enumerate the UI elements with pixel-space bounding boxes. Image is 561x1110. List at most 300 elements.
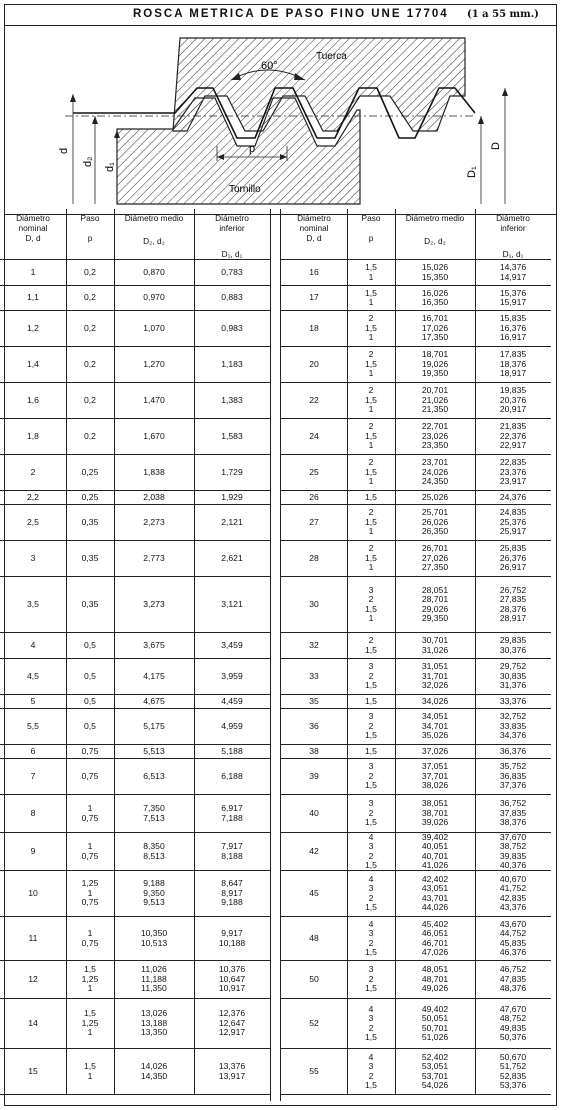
cell-value: 2,038 [143,491,165,502]
cell-mean-diameter [114,795,194,832]
cell-value: 22,917 [499,440,527,451]
cell-value: 32,026 [421,680,449,691]
cell-value: 50,051 [421,1013,449,1024]
cell-value: 21,835 [499,421,527,432]
cell-nominal-diameter [0,745,66,758]
cell-value: 3 [368,1061,374,1072]
table-row [281,505,551,541]
cell-pitch [347,759,395,794]
cell-value: 54,026 [421,1079,449,1090]
cell-value: 35,026 [421,730,449,741]
cell-nominal-diameter [0,795,66,832]
cell-pitch [66,491,114,504]
cell-mean-diameter [114,999,194,1048]
cell-nominal-diameter [281,999,347,1048]
cell-inner-diameter [194,286,270,310]
cell-pitch [347,745,395,758]
cell-mean-diameter [395,491,475,504]
cell-value: 1,5 [365,859,377,870]
header-inner-diameter: Diámetro inferior [496,213,530,233]
cell-value: 7,188 [221,812,243,823]
cell-mean-diameter [114,286,194,310]
table-row [281,260,551,286]
cell-nominal-diameter [281,1049,347,1094]
cell-value: 29,752 [499,661,527,672]
cell-inner-diameter [475,383,551,418]
cell-inner-diameter [475,577,551,632]
cell-value: 3 [368,1013,374,1024]
cell-nominal-diameter [0,999,66,1048]
cell-pitch [347,541,395,576]
cell-value: 24 [309,430,319,441]
cell-value: 16 [309,266,319,277]
cell-pitch [347,491,395,504]
cell-value: 51,752 [499,1061,527,1072]
cell-value: 30 [309,598,319,609]
cell-value: 12,647 [218,1017,246,1028]
cell-value: 40 [309,807,319,818]
cell-mean-diameter [395,1049,475,1094]
cell-value: 13,376 [218,1061,246,1072]
cell-value: 1,383 [221,394,243,405]
cell-value: 15 [28,1065,38,1076]
cell-inner-diameter [475,695,551,708]
cell-value: 0,75 [81,897,99,908]
cell-value: 4,175 [143,670,165,681]
cell-value: 1,5 [365,680,377,691]
cell-pitch [347,260,395,285]
cell-nominal-diameter [0,347,66,382]
cell-value: 1,5 [365,491,377,502]
cell-value: 2 [368,937,374,948]
cell-value: 26,917 [499,562,527,573]
cell-nominal-diameter [0,659,66,694]
cell-value: 39,026 [421,817,449,828]
cell-value: 1 [368,526,374,537]
cell-mean-diameter [114,260,194,285]
cell-value: 5,5 [27,720,39,731]
cell-pitch [66,745,114,758]
cell-inner-diameter [194,833,270,870]
cell-value: 2 [368,1070,374,1081]
cell-nominal-diameter [281,659,347,694]
table-row [281,286,551,311]
cell-value: 8,513 [143,850,165,861]
cell-pitch [66,455,114,490]
cell-pitch [66,961,114,998]
cell-value: 16,701 [421,313,449,324]
cell-nominal-diameter [281,871,347,916]
cell-nominal-diameter [281,633,347,658]
cell-inner-diameter [475,455,551,490]
cell-value: 0,2 [84,292,96,303]
cell-inner-diameter [194,383,270,418]
cell-pitch [347,347,395,382]
cell-value: 0,35 [81,516,99,527]
cell-value: 14,350 [140,1070,168,1081]
cell-value: 9,188 [143,878,165,889]
cell-value: 2 [368,1022,374,1033]
cell-inner-diameter [194,999,270,1048]
cell-value: 10,188 [218,937,246,948]
table-row [0,383,270,419]
header-nominal-diameter: Diámetro nominal D, d [297,213,331,243]
table-row [0,795,270,833]
cell-value: 28,376 [499,603,527,614]
cell-value: 22,835 [499,457,527,468]
table-row [281,633,551,659]
table-row [281,833,551,871]
cell-mean-diameter [395,311,475,346]
cell-value: 53,376 [499,1079,527,1090]
cell-value: 25,835 [499,543,527,554]
cell-value: 52,402 [421,1051,449,1062]
cell-value: 0,25 [81,491,99,502]
cell-pitch [66,541,114,576]
cell-value: 24,026 [421,466,449,477]
cell-value: 36,835 [499,770,527,781]
cell-pitch [66,833,114,870]
cell-inner-diameter [194,871,270,916]
cell-inner-diameter [194,695,270,708]
cell-value: 15,835 [499,313,527,324]
cell-value: 34,376 [499,730,527,741]
cell-value: 33,376 [499,695,527,706]
cell-value: 31,701 [421,670,449,681]
cell-pitch [66,795,114,832]
cell-value: 1 [368,562,374,573]
cell-value: 0,75 [81,937,99,948]
cell-value: 25,917 [499,526,527,537]
cell-value: 1,25 [81,878,99,889]
cell-value: 42,835 [499,892,527,903]
cell-value: 1 [87,841,93,852]
cell-value: 3 [368,964,374,975]
cell-value: 27 [309,516,319,527]
cell-value: 37,376 [499,780,527,791]
cell-value: 2 [368,313,374,324]
cell-pitch [347,633,395,658]
cell-value: 1 [368,612,374,623]
cell-value: 1,25 [81,1017,99,1028]
cell-value: 8,917 [221,887,243,898]
cell-value: 15,350 [421,271,449,282]
cell-value: 40,701 [421,850,449,861]
cell-value: 48,051 [421,964,449,975]
cell-value: 4,675 [143,695,165,706]
cell-mean-diameter [395,833,475,870]
table-row [0,260,270,286]
cell-value: 2 [368,635,374,646]
cell-value: 37,701 [421,770,449,781]
cell-value: 9,513 [143,897,165,908]
cell-pitch [347,419,395,454]
cell-value: 12,376 [218,1008,246,1019]
cell-mean-diameter [114,577,194,632]
cell-value: 9,350 [143,887,165,898]
cell-mean-diameter [114,917,194,960]
dim-D1: D₁ [466,166,478,178]
table-header [281,209,551,260]
cell-value: 48,701 [421,973,449,984]
header-mean-symbol: D₂, d₂ [424,236,446,246]
cell-pitch [66,695,114,708]
table-header [0,209,270,260]
table-row [0,871,270,917]
cell-value: 0,983 [221,322,243,333]
column-divider [114,209,115,1094]
cell-value: 2 [30,466,36,477]
cell-pitch [66,505,114,540]
cell-mean-diameter [114,961,194,998]
cell-value: 4 [368,873,374,884]
cell-inner-diameter [194,709,270,744]
cell-mean-diameter [114,505,194,540]
cell-mean-diameter [395,419,475,454]
cell-value: 22,701 [421,421,449,432]
cell-value: 34,701 [421,720,449,731]
cell-inner-diameter [194,745,270,758]
cell-inner-diameter [194,633,270,658]
cell-value: 46,701 [421,937,449,948]
cell-value: 1,5 [365,466,377,477]
cell-pitch [66,419,114,454]
cell-inner-diameter [475,260,551,285]
cell-value: 3 [368,661,374,672]
cell-value: 5,175 [143,720,165,731]
cell-value: 1 [368,297,374,307]
cell-value: 26,701 [421,543,449,554]
cell-value: 28,917 [499,612,527,623]
size-range-note: (1 a 55 mm.) [467,9,539,20]
cell-value: 16,376 [499,322,527,333]
cell-value: 14,917 [499,271,527,282]
cell-nominal-diameter [281,917,347,960]
cell-value: 38,051 [421,798,449,809]
header-mean-diameter: Diámetro medio [124,213,184,223]
cell-value: 39,402 [421,831,449,842]
cell-value: 15,026 [421,262,449,273]
cell-value: 1 [368,440,374,451]
cell-value: 2,773 [143,552,165,563]
cell-value: 34,026 [421,695,449,706]
cell-value: 26,026 [421,516,449,527]
table-row [0,505,270,541]
cell-value: 1,5 [84,964,96,975]
cell-value: 1,5 [365,552,377,563]
cell-value: 31,376 [499,680,527,691]
header-pitch: Paso p [361,213,381,243]
cell-value: 1,5 [365,262,377,273]
cell-nominal-diameter [281,505,347,540]
cell-value: 4 [368,1003,374,1014]
cell-inner-diameter [194,961,270,998]
column-divider [66,209,67,1094]
cell-value: 1,6 [27,394,39,405]
cell-value: 20 [309,358,319,369]
cell-value: 14,026 [140,1061,168,1072]
cell-value: 4 [368,831,374,842]
cell-inner-diameter [194,917,270,960]
cell-pitch [66,917,114,960]
cell-pitch [347,709,395,744]
cell-value: 52 [309,1017,319,1028]
cell-value: 1,5 [365,430,377,441]
cell-value: 2 [368,670,374,681]
cell-inner-diameter [475,745,551,758]
table-row [281,347,551,383]
cell-mean-diameter [395,695,475,708]
cell-nominal-diameter [0,455,66,490]
cell-value: 9,188 [221,897,243,908]
cell-value: 3 [30,552,36,563]
cell-mean-diameter [395,961,475,998]
header-pitch: Paso p [80,213,100,243]
cell-value: 1 [368,404,374,415]
cell-mean-diameter [395,260,475,285]
cell-pitch [66,709,114,744]
cell-value: 11,026 [141,964,167,975]
cell-value: 50 [309,973,319,984]
cell-value: 55 [309,1065,319,1076]
cell-nominal-diameter [0,491,66,504]
cell-value: 0,870 [143,266,165,277]
cell-value: 44,026 [421,901,449,912]
cell-pitch [347,871,395,916]
cell-value: 0,75 [81,745,99,756]
cell-inner-diameter [194,260,270,285]
cell-value: 1,5 [365,901,377,912]
column-divider [395,209,396,1094]
cell-value: 17,350 [421,332,449,343]
cell-inner-diameter [194,347,270,382]
cell-value: 51,026 [421,1031,449,1042]
cell-value: 43,051 [421,883,449,894]
cell-value: 38 [309,745,319,756]
cell-value: 6,513 [143,770,165,781]
table-row [0,695,270,709]
cell-value: 33 [309,670,319,681]
cell-value: 46,376 [499,946,527,957]
cell-value: 6 [30,745,36,756]
cell-mean-diameter [114,833,194,870]
cell-nominal-diameter [0,633,66,658]
table-row [0,745,270,759]
cell-inner-diameter [194,795,270,832]
cell-value: 29,350 [421,612,449,623]
cell-mean-diameter [395,505,475,540]
cell-value: 12 [28,973,38,984]
cell-inner-diameter [475,541,551,576]
cell-value: 2 [368,892,374,903]
cell-pitch [347,917,395,960]
dim-d: d [58,147,70,154]
cell-mean-diameter [114,871,194,916]
cell-nominal-diameter [281,709,347,744]
table-row [0,633,270,659]
cell-value: 13,026 [140,1008,168,1019]
table-row [0,759,270,795]
cell-value: 47,026 [421,946,449,957]
cell-pitch [347,795,395,832]
cell-nominal-diameter [0,577,66,632]
table-divider [270,209,281,1101]
cell-pitch [347,1049,395,1094]
dim-d1: d₁ [104,162,116,172]
cell-value: 3,959 [221,670,243,681]
cell-inner-diameter [475,1049,551,1094]
cell-value: 1,670 [143,430,165,441]
cell-value: 1 [87,887,93,898]
cell-value: 50,376 [499,1031,527,1042]
cell-mean-diameter [395,745,475,758]
table-row [281,383,551,419]
cell-inner-diameter [475,871,551,916]
cell-value: 12,917 [218,1027,246,1038]
cell-nominal-diameter [0,383,66,418]
column-divider [194,209,195,1094]
cell-value: 24,835 [499,507,527,518]
cell-value: 2 [368,543,374,554]
pitch-symbol: p [249,143,256,155]
cell-value: 0,2 [84,430,96,441]
cell-value: 33,835 [499,720,527,731]
cell-value: 3 [368,883,374,894]
cell-value: 1,25 [81,973,99,984]
cell-value: 11 [28,932,38,943]
cell-inner-diameter [475,833,551,870]
cell-value: 0,2 [84,358,96,369]
cell-value: 30,376 [499,644,527,655]
cell-value: 49,402 [421,1003,449,1014]
cell-value: 29,835 [499,635,527,646]
cell-value: 45,402 [421,918,449,929]
cell-value: 39 [309,770,319,781]
cell-value: 4 [368,918,374,929]
cell-value: 3,459 [221,639,243,650]
cell-value: 0,2 [84,322,96,333]
cell-nominal-diameter [0,759,66,794]
cell-mean-diameter [114,759,194,794]
cell-value: 45 [309,887,319,898]
cell-value: 17 [309,292,319,303]
cell-value: 16,026 [421,287,449,298]
cell-value: 2 [368,850,374,861]
cell-pitch [347,659,395,694]
cell-nominal-diameter [0,871,66,916]
cell-inner-diameter [475,491,551,504]
cell-value: 1,5 [365,644,377,655]
cell-inner-diameter [475,659,551,694]
table-row [0,577,270,633]
table-row [281,745,551,759]
cell-mean-diameter [395,709,475,744]
cell-inner-diameter [475,286,551,310]
cell-value: 39,835 [499,850,527,861]
cell-value: 10,917 [218,983,246,994]
cell-value: 15,917 [499,297,527,307]
nut-label: Tuerca [316,51,347,62]
cell-inner-diameter [475,999,551,1048]
cell-inner-diameter [194,577,270,632]
cell-nominal-diameter [281,383,347,418]
cell-value: 21,350 [421,404,449,415]
cell-inner-diameter [475,795,551,832]
cell-nominal-diameter [281,695,347,708]
cell-value: 3,273 [143,598,165,609]
cell-pitch [66,1049,114,1094]
cell-value: 3 [368,711,374,722]
